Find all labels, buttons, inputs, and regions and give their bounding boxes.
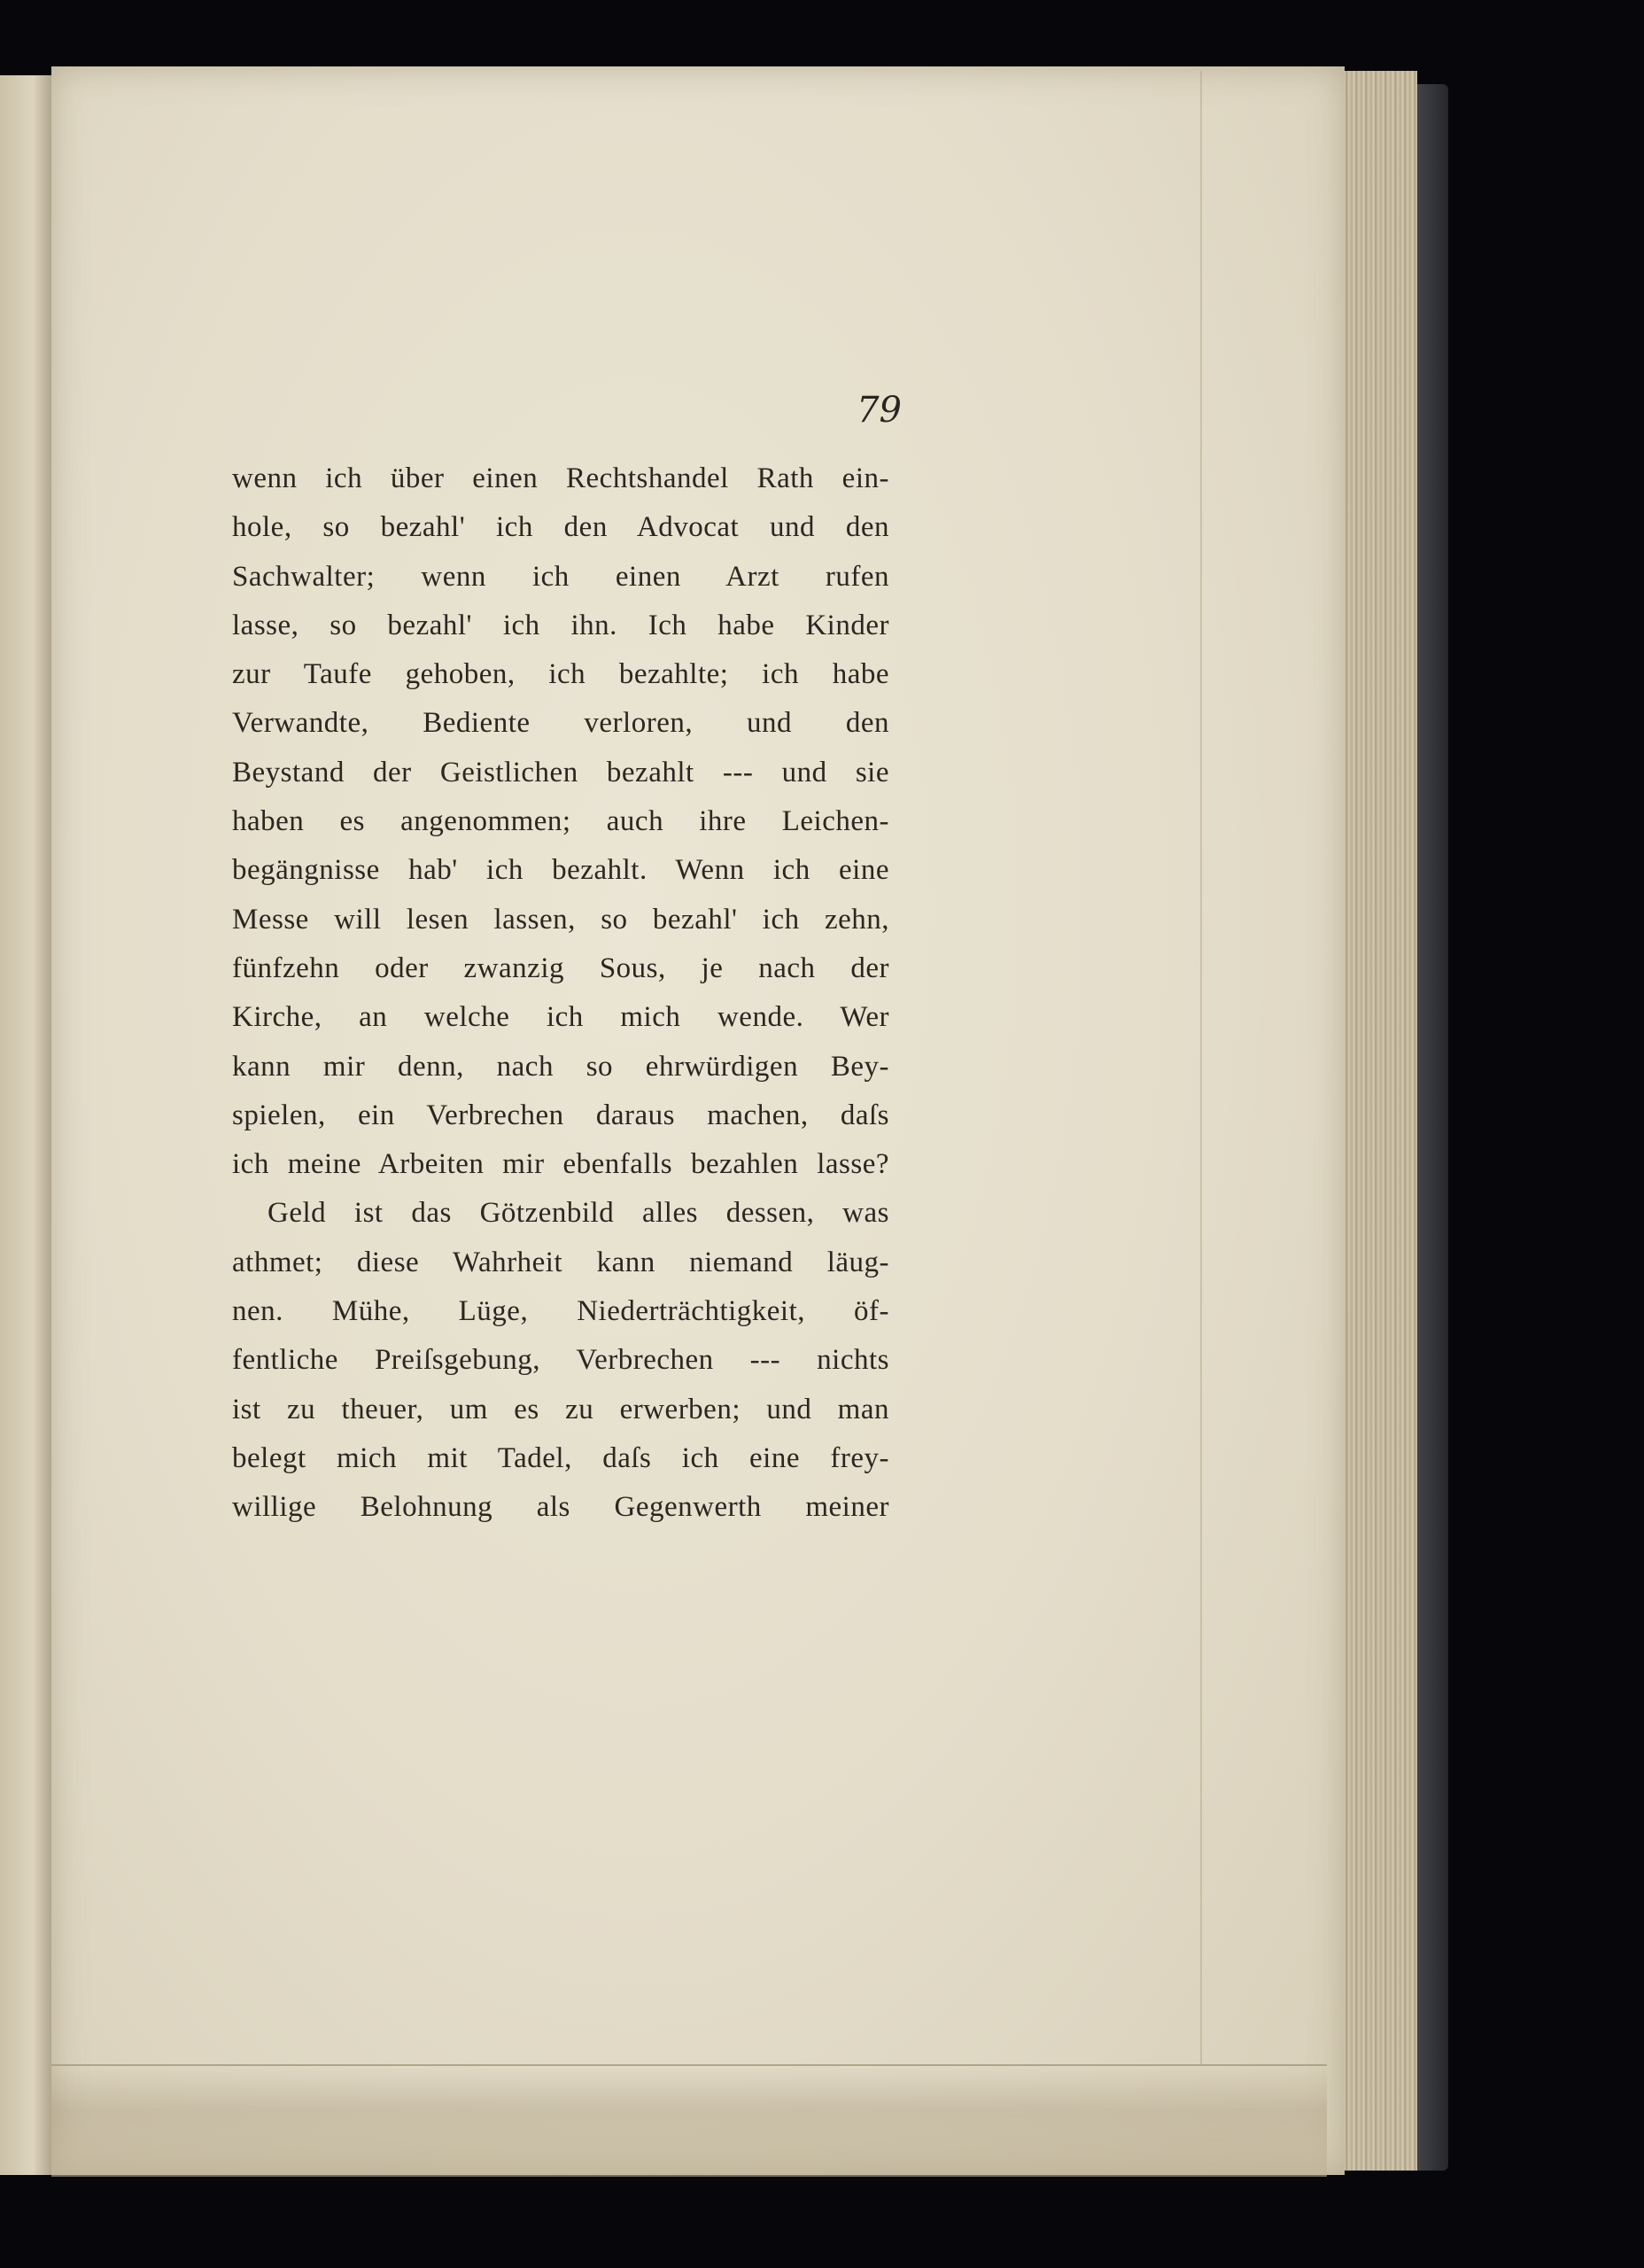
text-line-content: ich meine Arbeiten mir ebenfalls bezahlen lasse? (232, 1148, 889, 1181)
text-line (232, 553, 889, 602)
text-line-paragraph-start (232, 1189, 889, 1238)
text-line (232, 993, 889, 1042)
text-line (232, 1287, 889, 1336)
text-line (232, 1386, 889, 1434)
text-line-content: belegt mich mit Tadel, daſs ich eine frey- (232, 1441, 889, 1474)
text-line (232, 1336, 889, 1385)
text-line (232, 1239, 889, 1287)
text-line-content: spielen, ein Verbrechen daraus machen, daſs (232, 1099, 889, 1131)
text-line-content: haben es angenommen; auch ihre Leichen- (232, 805, 889, 838)
text-line-content: Verwandte, Bediente verloren, und den (232, 707, 889, 740)
text-line-content: fünfzehn oder zwanzig Sous, je nach der (232, 951, 889, 984)
text-line (232, 699, 889, 748)
text-line (232, 797, 889, 846)
text-line (232, 602, 889, 650)
text-line-content: zur Taufe gehoben, ich bezahlte; ich habe (232, 658, 889, 691)
text-line (232, 944, 889, 993)
text-line-content: Sachwalter; wenn ich einen Arzt rufen (232, 560, 889, 593)
text-line-content: lasse, so bezahl' ich ihn. Ich habe Kinder (232, 609, 889, 641)
text-line-content: begängnisse hab' ich bezahlt. Wenn ich eine (232, 854, 889, 887)
text-line-content: Messe will lesen lassen, so bezahl' ich zehn, (232, 903, 889, 936)
text-line (232, 650, 889, 699)
text-line (232, 454, 889, 503)
text-line-content: nen. Mühe, Lüge, Niederträchtigkeit, öf- (232, 1295, 889, 1328)
text-line-content: Kirche, an welche ich mich wende. Wer (232, 1001, 889, 1034)
text-line (232, 503, 889, 552)
text-line (232, 1043, 889, 1091)
text-line-content: fentliche Preiſsgebung, Verbrechen --- nichts (232, 1344, 889, 1377)
body-text-block (232, 454, 889, 1533)
text-line-content: Beystand der Geistlichen bezahlt --- und sie (232, 756, 889, 788)
text-line (232, 749, 889, 797)
facing-page-sliver (0, 75, 55, 2175)
text-line-content: athmet; diese Wahrheit kann niemand läug- (232, 1246, 889, 1278)
text-line-content: Geld ist das Götzenbild alles dessen, was (268, 1197, 889, 1230)
text-line (232, 1091, 889, 1140)
page-bottom-fold (51, 2064, 1327, 2177)
text-line-content: ist zu theuer, um es zu erwerben; und man (232, 1393, 889, 1425)
text-line-content: wenn ich über einen Rechtshandel Rath ein- (232, 462, 889, 494)
text-line-content: hole, so bezahl' ich den Advocat und den (232, 511, 889, 544)
page-fold-line (1200, 71, 1202, 2064)
text-line (232, 1140, 889, 1189)
text-line (232, 1434, 889, 1483)
text-line-content: willige Belohnung als Gegenwerth meiner (232, 1491, 889, 1524)
text-line (232, 846, 889, 895)
text-line-content: kann mir denn, nach so ehrwürdigen Bey- (232, 1050, 889, 1083)
text-line (232, 896, 889, 944)
page-number: 79 (857, 390, 902, 431)
text-line (232, 1483, 889, 1532)
